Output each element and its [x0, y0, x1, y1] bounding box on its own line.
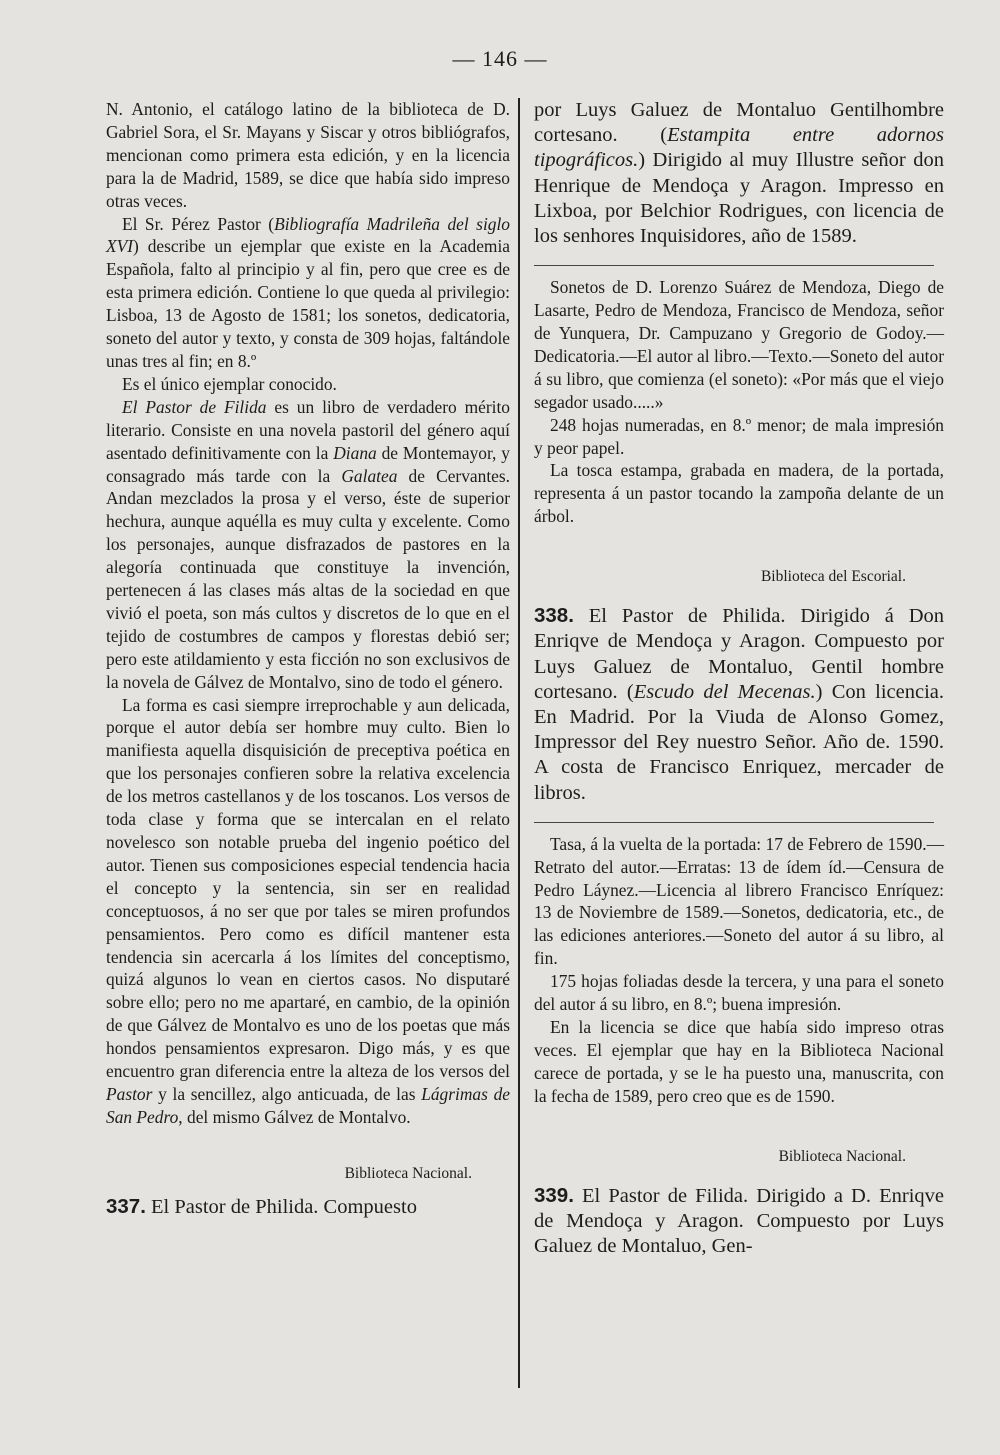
horizontal-rule [534, 265, 934, 266]
description-license-note [534, 1016, 944, 1108]
entry-text: por Luys Galuez de Montaluo Gentilhombre cortesano. ( [534, 99, 944, 147]
entry-339 [534, 1183, 944, 1260]
paragraph-text: En la licencia se dice que había sido impreso otras veces. El ejemplar que hay en la Biblioteca Nacional carece de portada, y se le ha puesto una, manuscrita, con la fecha de 1589, pero creo que es de 1590. [534, 1016, 944, 1106]
paragraph-text: Es el único ejemplar conocido. [122, 373, 337, 394]
italic-title: Diana [333, 442, 377, 463]
paragraph-text: 248 hojas numeradas, en 8.º menor; de mala impresión y peor papel. [534, 414, 944, 458]
page-number: — 146 — [452, 46, 548, 71]
entry-text: El Pastor de Philida. Compuesto [145, 1195, 417, 1218]
entry-text: El Pastor de Filida. Dirigido a D. Enriqve de Mendoça y Aragon. Compuesto por Luys Galuez de Montaluo, Gen- [534, 1184, 944, 1257]
paragraph-text: de Montemayor, y consagrado más tarde con la [106, 442, 511, 486]
entry-number: 337. [106, 1194, 146, 1218]
entry-text: ) Dirigido al muy Illustre señor don Henrique de Mendoça y Aragon. Impresso en Lixboa, por Belchior Rodrigues, con licencia de los senhores Inquisidores, año de 1589. [534, 149, 944, 248]
paragraph-text: La forma es casi siempre irreprochable y aun delicada, porque el autor debía ser hombre muy culto. Bien lo manifiesta aquella disquisición de preceptiva poética en que los personajes confieren sobre la relativa excelencia de los metros castellanos y de los toscanos. Los versos de toda clase y forma que se intercalan en el relato novelesco son notable prueba del ingenio poético del autor. Tienen sus composiciones especial tendencia hacia el concepto y la sentencia, sin ser en realidad conceptuosos, á no ser que por tales se miren profundos pensamientos. Pero como es difícil mantener esta tendencia sin acercarla á los límites del conceptismo, quizá algunos lo vean en ciertos casos. No disputaré sobre ello; pero no me apartaré, en cambio, de la opinión de que Gálvez de Montalvo es uno de los poetas que más hondos pensamientos expresaron. Digo más, y es que encuentro gran diferencia entre la alteza de los versos del [106, 694, 510, 1082]
library-location: Biblioteca Nacional. [778, 1147, 906, 1165]
entry-337 [106, 1194, 510, 1220]
library-location: Biblioteca del Escorial. [760, 568, 906, 586]
entry-337-continued [534, 98, 944, 249]
entry-text: El Pastor de Philida. Dirigido á Don Enriqve de Mendoça y Aragon. Compuesto por Luys Galuez de Montaluo, Gentil hombre cortesano. ( [534, 605, 944, 703]
description-preliminaries [534, 833, 944, 970]
paragraph-text: La tosca estampa, grabada en madera, de la portada, representa á un pastor tocando la zampoña delante de un árbol. [534, 460, 944, 527]
left-column [106, 98, 510, 1400]
paragraph-editions [106, 98, 510, 213]
description-contents [534, 276, 944, 413]
italic-note: Escudo del Mecenas. [633, 680, 816, 703]
italic-title: Bibliografía Madrileña del siglo XVI [106, 213, 510, 257]
paragraph-text: Sonetos de D. Lorenzo Suárez de Mendoza, Diego de Lasarte, Pedro de Mendoza, Francisco de Mendoza, señor de Yunquera, Dr. Campuzano y Gregorio de Godoy.—Dedicatoria.—El autor al libro.—Texto.—Soneto del autor á su libro, que comienza (el soneto): «Por más que el viejo segador usado.....» [534, 277, 944, 412]
horizontal-rule [534, 822, 934, 823]
entry-338 [534, 603, 944, 806]
italic-title: El Pastor de Filida [122, 396, 267, 417]
entry-number: 338. [534, 604, 574, 628]
description-leaves [534, 970, 944, 1016]
paragraph-text: es un libro de verdadero mérito literario. Consiste en una novela pastoril del género aquí asentado definitivamente con la [106, 396, 510, 463]
column-divider [518, 98, 520, 1388]
italic-title: Pastor [106, 1083, 153, 1104]
paragraph-text: de Cervantes. Andan mezclados la prosa y el verso, éste de superior hechura, aunque aquélla es muy culta y excelente. Como los personajes, aunque disfrazados de pastores en la alegoría continuada que constituye la invención, pertenecen á las clases más altas de la sociedad en que vivió el poeta, son más cultos y discretos de lo que en el tejido de costumbres de campos y florestas debió ser; pero este atildamiento y esta ficción no son exclusivos de la novela de Gálvez de Montalvo, sino de todo el género. [106, 465, 510, 692]
paragraph-form [106, 694, 510, 1129]
paragraph-text: y la sencillez, algo anticuada, de las [152, 1083, 422, 1104]
entry-text: ) Con licencia. En Madrid. Por la Viuda de Alonso Gomez, Impressor del Rey nuestro Señor. Año de. 1590. A costa de Francisco Enriquez, mercader de libros. [534, 680, 945, 804]
paragraph-text: 175 hojas foliadas desde la tercera, y una para el soneto del autor á su libro, en 8.º; buena impresión. [534, 971, 944, 1015]
italic-note: Estampita entre adornos tipográficos. [534, 124, 944, 172]
description-engraving [534, 459, 944, 528]
italic-title: Galatea [341, 465, 398, 486]
paragraph-text: , del mismo Gálvez de Montalvo. [178, 1106, 411, 1127]
entry-number: 339. [534, 1183, 574, 1207]
paragraph-perez-pastor [106, 213, 510, 373]
right-column [534, 98, 944, 1400]
library-location: Biblioteca Nacional. [344, 1164, 472, 1182]
description-pages [534, 414, 944, 460]
paragraph-unique-copy [106, 373, 510, 396]
paragraph-text: ) describe un ejemplar que existe en la Academia Española, falto al principio y al fin, pero que cree es de esta primera edición. Contiene lo que queda al privilegio: Lisboa, 13 de Agosto de 1581; los sonetos, dedicatoria, soneto del autor y texto, y consta de 309 hojas, faltándole unas tres al fin; en 8.º [106, 236, 510, 371]
paragraph-text: Tasa, á la vuelta de la portada: 17 de Febrero de 1590.—Retrato del autor.—Erratas: 13 de ídem íd.—Censura de Pedro Láynez.—Licencia al librero Francisco Enríquez: 13 de Noviembre de 1589.—Sonetos, dedicatoria, etc., de las ediciones anteriores.—Soneto del autor á su libro, al fin. [534, 833, 944, 969]
paragraph-text: N. Antonio, el catálogo latino de la biblioteca de D. Gabriel Sora, el Sr. Mayans y Siscar y otros bibliógrafos, mencionan como primera esta edición, y en la licencia para la de Madrid, 1589, se dice que había sido impreso otras veces. [106, 99, 510, 211]
italic-title: Lágrimas de San Pedro [106, 1083, 510, 1127]
paragraph-literary-merit [106, 396, 510, 694]
paragraph-text: El Sr. Pérez Pastor ( [122, 213, 275, 234]
